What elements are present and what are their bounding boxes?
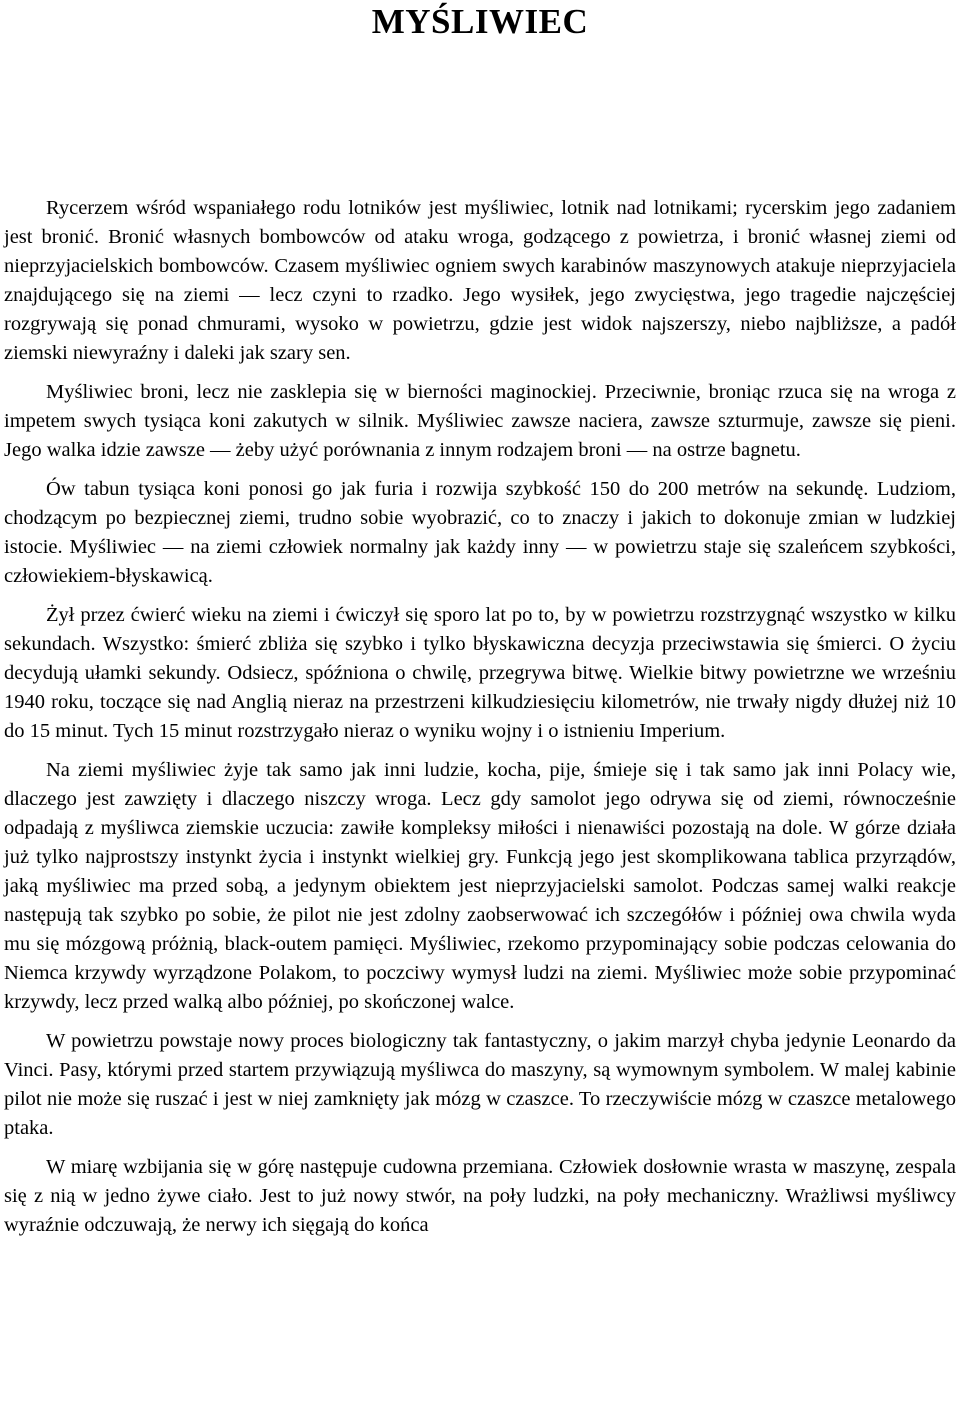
paragraph-2 xyxy=(4,378,956,465)
paragraph-7-run-1: W miarę wzbijania się w górę następuje cudowna przemiana. Człowiek dosłownie wrasta w maszynę, zespala się z nią w jedno żywe ciało. Jest to już nowy stwór, na poły ludzki, na poły mechaniczny. Wrażliwsi myśliwcy wyraźnie odczuwają, że nerwy ich sięgają do końca xyxy=(4,1156,956,1236)
paragraph-5-run-1: Na ziemi myśliwiec żyje tak samo jak inni ludzie, kocha, pije, śmieje się i tak samo jak inni Polacy wie, dlaczego jest zawzięty i dlaczego niszczy wroga. Lecz gdy samolot jego odrywa się od ziemi, równocześnie odpadają z myśliwca ziemskie uczucia: zawiłe kompleksy miłości i nienawiści pozostają na dole. W górze działa już tylko najprostszy instynkt życia i instynkt wielkiej gry. Funkcją jego jest skomplikowana tablica przyrządów, jaką myśliwiec ma przed sobą, a jedynym obiektem jest nieprzyjacielski samolot. Podczas samej walki reakcje następują tak szybko po sobie, że pilot nie jest zdolny zaobserwować ich szczegółów i później owa chwila wyda mu się mózgową próżnią, black-outem pamięci. Myśliwiec, rzekomo przypominający sobie podczas celowania do Niemca krzywdy wyrządzone Polakom, to poczciwy wymysł ludzi na ziemi. Myśliwiec może sobie przypominać krzywdy, lecz przed walką albo później, po skończonej walce. xyxy=(4,759,956,1013)
paragraph-2-run-1: Myśliwiec broni, lecz nie zasklepia się w bierności maginockiej. Przeciwnie, broniąc rzuca się na wroga z impetem swych tysiąca koni zakutych w silnik. Myśliwiec zawsze naciera, zawsze szturmuje, zawsze się pieni. Jego walka idzie zawsze — żeby użyć porównania z innym rodzajem broni — na ostrze bagnetu. xyxy=(4,381,956,461)
document-title: MYŚLIWIEC xyxy=(371,2,589,41)
paragraph-6 xyxy=(4,1027,956,1143)
paragraph-1 xyxy=(4,194,956,368)
paragraph-4-run-1: Żył przez ćwierć wieku na ziemi i ćwiczył się sporo lat po to, by w powietrzu rozstrzygnąć wszystko w kilku sekundach. Wszystko: śmierć zbliża się szybko i tylko błyskawiczna decyzja przeciwstawia się śmierci. O życiu decydują ułamki sekundy. Odsiecz, spóźniona o chwilę, przegrywa bitwę. Wielkie bitwy powietrzne we wrześniu 1940 roku, toczące się nad Anglią nieraz na przestrzeni kilkudziesięciu kilometrów, nie trwały nigdy dłużej niż 10 do 15 minut. Tych 15 minut rozstrzygało nieraz o wyniku wojny i o istnieniu Imperium. xyxy=(4,604,956,742)
paragraph-6-run-1: W powietrzu powstaje nowy proces biologiczny tak fantastyczny, o jakim marzył chyba jedynie Leonardo da Vinci. Pasy, którymi przed startem przywiązują myśliwca do maszyny, są wymownym symbolem. W malej kabinie pilot nie może się ruszać i jest w niej zamknięty jak mózg w czaszce. To rzeczywiście mózg w czaszce metalowego ptaka. xyxy=(4,1030,956,1139)
paragraph-4 xyxy=(4,601,956,746)
paragraph-3 xyxy=(4,475,956,591)
paragraph-1-run-1: Rycerzem wśród wspaniałego rodu lotników jest myśliwiec, lotnik nad lotnikami; rycerskim jego zadaniem jest bronić. Bronić własnych bombowców od ataku wroga, godzącego z powietrza, i bronić własnej ziemi od nieprzyjacielskich bombowców. Czasem myśliwiec ogniem swych karabinów maszynowych atakuje nieprzyjaciela znajdującego się na ziemi — lecz czyni to rzadko. Jego wysiłek, jego zwycięstwa, jego tragedie najczęściej rozgrywają się ponad chmurami, wysoko w powietrzu, gdzie jest widok najszerszy, niebo najbliższe, a padół ziemski niewyraźny i daleki jak szary sen. xyxy=(4,197,956,364)
paragraph-7 xyxy=(4,1153,956,1240)
document-body xyxy=(4,194,956,1250)
paragraph-3-run-1: Ów tabun tysiąca koni ponosi go jak furia i rozwija szybkość 150 do 200 metrów na sekundę. Ludziom, chodzącym po bezpiecznej ziemi, trudno sobie wyobrazić, co to znaczy i jakich to dokonuje zmian w ludzkiej istocie. Myśliwiec — na ziemi człowiek normalny jak każdy inny — w powietrzu staje się szaleńcem szybkości, człowiekiem-błyskawicą. xyxy=(4,478,956,587)
paragraph-5 xyxy=(4,756,956,1017)
